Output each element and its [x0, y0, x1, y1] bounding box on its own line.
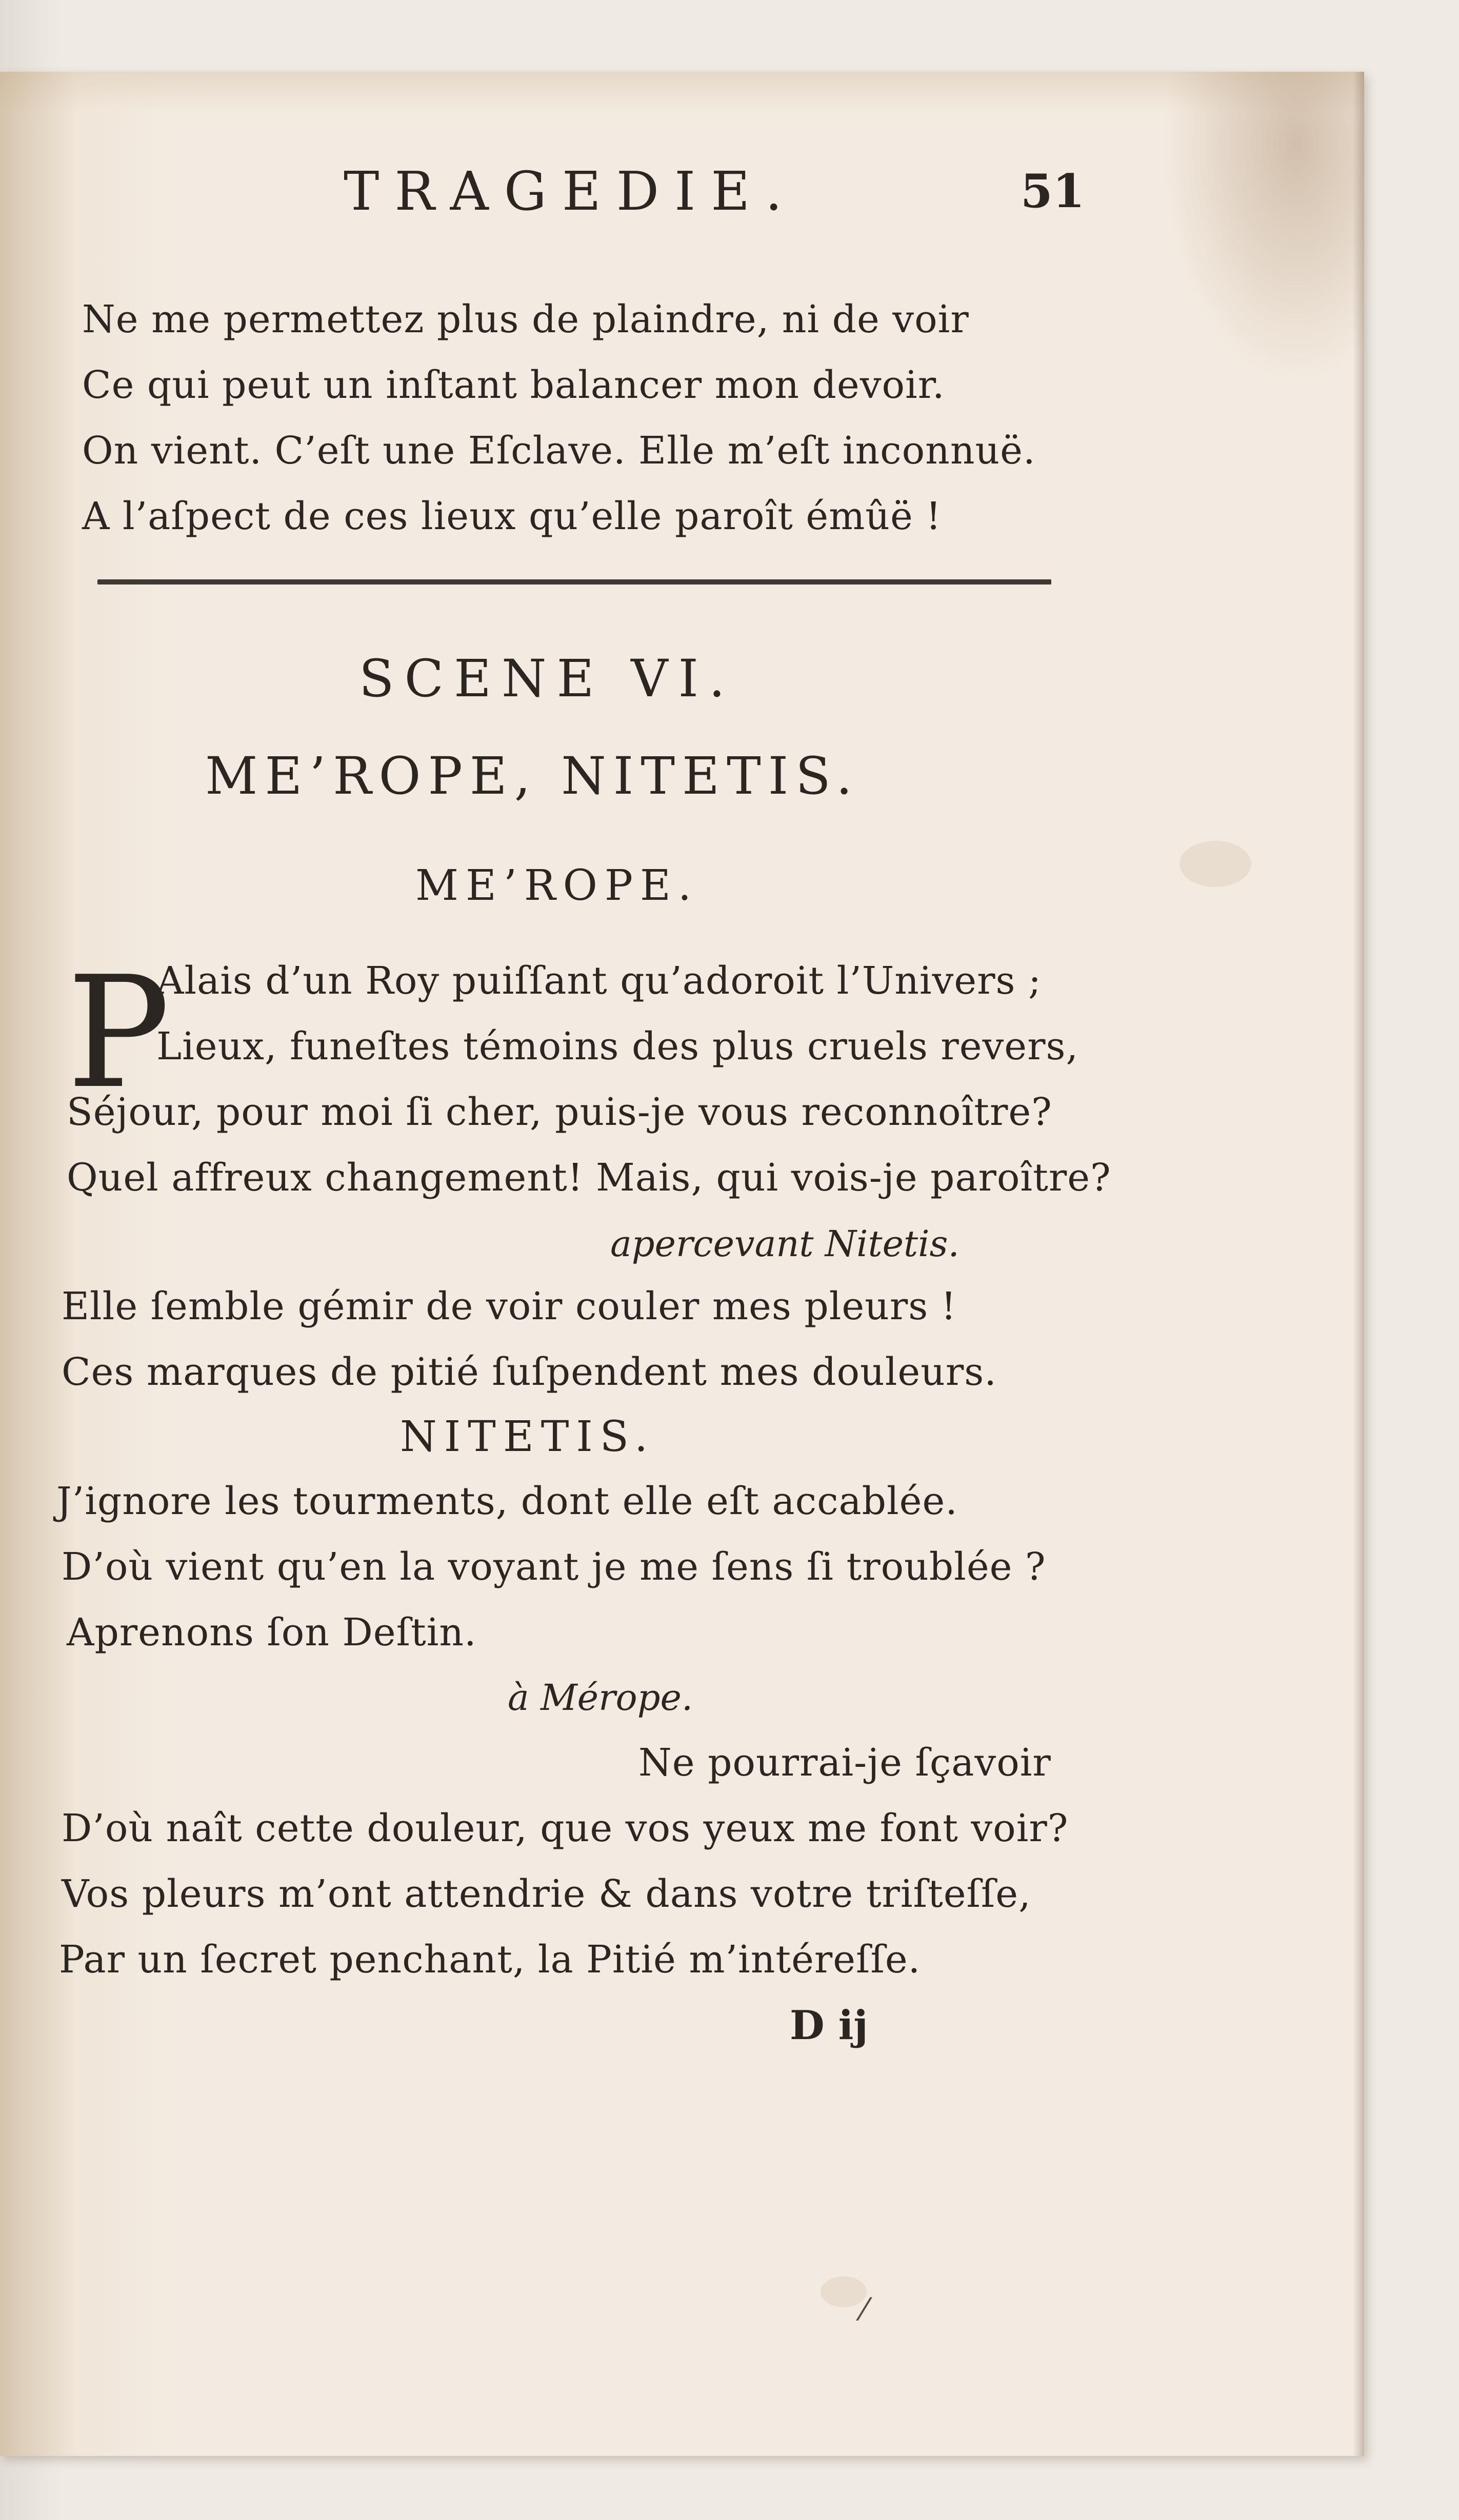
- verse-line: Ce qui peut un inſtant balancer mon devoir.: [82, 363, 945, 407]
- verse-line: Ces marques de pitié ſuſpendent mes douleurs.: [62, 1350, 997, 1394]
- stage-direction: à Mérope.: [508, 1677, 693, 1719]
- verse-line: J’ignore les tourments, dont elle eſt accablée.: [56, 1479, 958, 1523]
- page-edge-shadow: [1353, 72, 1364, 2456]
- verse-line: Alais d’un Roy puiſſant qu’adoroit l’Univers ;: [156, 959, 1042, 1003]
- verse-line: Par un ſecret penchant, la Pitié m’intéreſſe.: [59, 1938, 921, 1982]
- stage-direction: apercevant Nitetis.: [610, 1223, 960, 1265]
- drop-cap: P: [67, 943, 170, 1122]
- verse-line: Aprenons ſon Deſtin.: [67, 1610, 477, 1655]
- section-rule: [97, 579, 1051, 584]
- pencil-mark: ⁄: [862, 2292, 867, 2328]
- verse-line: Séjour, pour moi ſi cher, puis-je vous reconnoître?: [67, 1090, 1052, 1134]
- paper-stain: [821, 2276, 867, 2307]
- verse-line: Ne pourrai-je ſçavoir: [638, 1741, 1051, 1785]
- scene-title: SCENE VI.: [359, 649, 735, 709]
- verse-line: D’où naît cette douleur, que vos yeux me font voir?: [62, 1806, 1069, 1850]
- scene-cast: ME’ROPE, NITETIS.: [205, 746, 860, 806]
- page-number: 51: [1021, 164, 1085, 218]
- verse-line: Elle ſemble gémir de voir couler mes pleurs !: [62, 1284, 957, 1328]
- signature-mark: D ij: [790, 2002, 868, 2049]
- verse-line: Vos pleurs m’ont attendrie & dans votre triſteſſe,: [62, 1872, 1031, 1916]
- verse-line: Ne me permettez plus de plaindre, ni de voir: [82, 297, 969, 341]
- verse-line: Quel affreux changement! Mais, qui vois-je paroître?: [67, 1156, 1111, 1200]
- verse-line: D’où vient qu’en la voyant je me ſens ſi troublée ?: [62, 1545, 1046, 1589]
- verse-line: On vient. C’eſt une Eſclave. Elle m’eſt inconnuë.: [82, 429, 1036, 473]
- paper-stain: [1180, 841, 1251, 887]
- running-head: TRAGEDIE.: [344, 160, 798, 223]
- verse-line: A l’aſpect de ces lieux qu’elle paroît émûë !: [82, 494, 942, 538]
- speaker-name: NITETIS.: [400, 1413, 655, 1461]
- speaker-name: ME’ROPE.: [415, 861, 698, 910]
- verse-line: Lieux, funeſtes témoins des plus cruels revers,: [156, 1024, 1078, 1069]
